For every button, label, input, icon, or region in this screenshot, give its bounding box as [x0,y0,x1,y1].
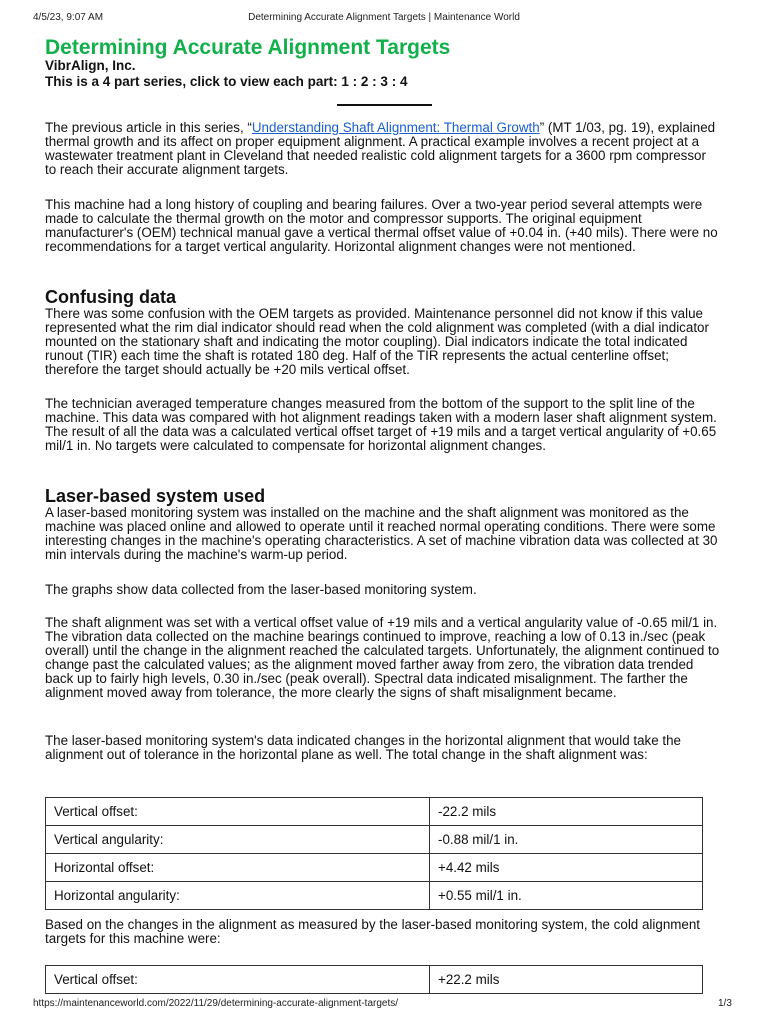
print-url: https://maintenanceworld.com/2022/11/29/determining-accurate-alignment-targets/ [33,998,399,1009]
paragraph-confusion: There was some confusion with the OEM targets as provided. Maintenance personnel did not know if this value represented what the rim dial indicator should read when the cold alignment was completed (with a dial indicator mounted on the stationary shaft and indicating the motor coupling). Dial indicators indicate the total indicated runout (TIR) each time the shaft is rotated 180 deg. Half of the TIR represents the actual centerline offset; therefore the target should actually be +20 mils vertical offset. [45,306,709,377]
cell-value: -22.2 mils [430,798,703,826]
cell-label: Vertical angularity: [46,826,430,854]
paragraph-intro [45,121,720,177]
text: ” (MT 1/03, pg. 19), explained thermal growth and its affect on proper equipment alignment. A practical example involves a recent project at a wastewater treatment plant in Cleveland that needed realistic cold alignment targets for a 3600 rpm compressor to reach their accurate alignment targets. [45,120,716,177]
table-row [46,966,703,994]
cell-value: +22.2 mils [430,966,703,994]
heading-confusing-data: Confusing data [45,287,176,307]
cell-label: Horizontal angularity: [46,882,430,910]
paragraph-graphs: The graphs show data collected from the laser-based monitoring system. [45,582,477,597]
series-part-1[interactable]: 1 [341,74,349,89]
cold-targets-table [45,965,703,994]
paragraph-cold-targets: Based on the changes in the alignment as measured by the laser-based monitoring system, the cold alignment targets for this machine were: [45,917,701,946]
series-prefix: This is a 4 part series, click to view each part: [45,74,342,89]
thermal-growth-link[interactable]: Understanding Shaft Alignment: Thermal Growth [251,120,540,135]
divider [337,104,432,106]
cell-value: -0.88 mil/1 in. [430,826,703,854]
series-part-3[interactable]: 3 [380,74,388,89]
paragraph-laser-install: A laser-based monitoring system was installed on the machine and the shaft alignment was monitored as the machine was placed online and allowed to operate until it reached normal operating conditions. There were some interesting changes in the machine's operating characteristics. A set of machine vibration data was collected at 30 min intervals during the machine's warm-up period. [45,505,718,562]
paragraph-horizontal: The laser-based monitoring system's data indicated changes in the horizontal alignment that would take the alignment out of tolerance in the horizontal plane as well. The total change in the shaft alignment was: [45,733,682,762]
print-page-title: Determining Accurate Alignment Targets | Maintenance World [248,12,520,23]
cell-value: +4.42 mils [430,854,703,882]
table-row [46,826,703,854]
paragraph-shaft-set: The shaft alignment was set with a vertical offset value of +19 mils and a vertical angularity value of -0.65 mil/1 in. The vibration data collected on the machine bearings continued to improve, reaching a low of 0.13 in./sec (peak overall) until the change in the alignment reached the calculated targets. Unfortunately, the alignment continued to change past the calculated values; as the alignment moved farther away from zero, the vibration data trended back up to fairly high levels, 0.30 in./sec (peak overall). Spectral data indicated misalignment. The farther the alignment moved away from tolerance, the more clearly the signs of shaft misalignment became. [45,615,720,700]
article-title: Determining Accurate Alignment Targets [45,36,451,59]
table-row [46,854,703,882]
cell-value: +0.55 mil/1 in. [430,882,703,910]
series-nav: This is a 4 part series, click to view each part: 1 : 2 : 3 : 4 [45,74,408,89]
paragraph-history: This machine had a long history of coupling and bearing failures. Over a two-year period several attempts were made to calculate the thermal growth on the motor and compressor supports. The original equipment manufacturer's (OEM) technical manual gave a vertical thermal offset value of +0.04 in. (+40 mils). There were no recommendations for a target vertical angularity. Horizontal alignment changes were not mentioned. [45,197,718,254]
table-row [46,798,703,826]
cell-label: Vertical offset: [46,966,430,994]
cell-label: Vertical offset: [46,798,430,826]
alignment-change-table [45,797,703,910]
print-datetime: 4/5/23, 9:07 AM [33,12,104,23]
print-page-number: 1/3 [718,998,732,1009]
article-author: VibrAlign, Inc. [45,58,136,73]
series-part-2[interactable]: 2 [360,74,369,89]
paragraph-technician: The technician averaged temperature changes measured from the bottom of the support to the split line of the machine. This data was compared with hot alignment readings taken with a modern laser shaft alignment system. The result of all the data was a calculated vertical offset target of +19 mils and a target vertical angularity of +0.65 mil/1 in. No targets were calculated to compensate for horizontal alignment changes. [45,396,717,453]
heading-laser-system: Laser-based system used [45,486,266,506]
cell-label: Horizontal offset: [46,854,430,882]
series-part-4[interactable]: 4 [399,74,408,89]
text: The previous article in this series, “ [45,120,252,135]
table-row [46,882,703,910]
